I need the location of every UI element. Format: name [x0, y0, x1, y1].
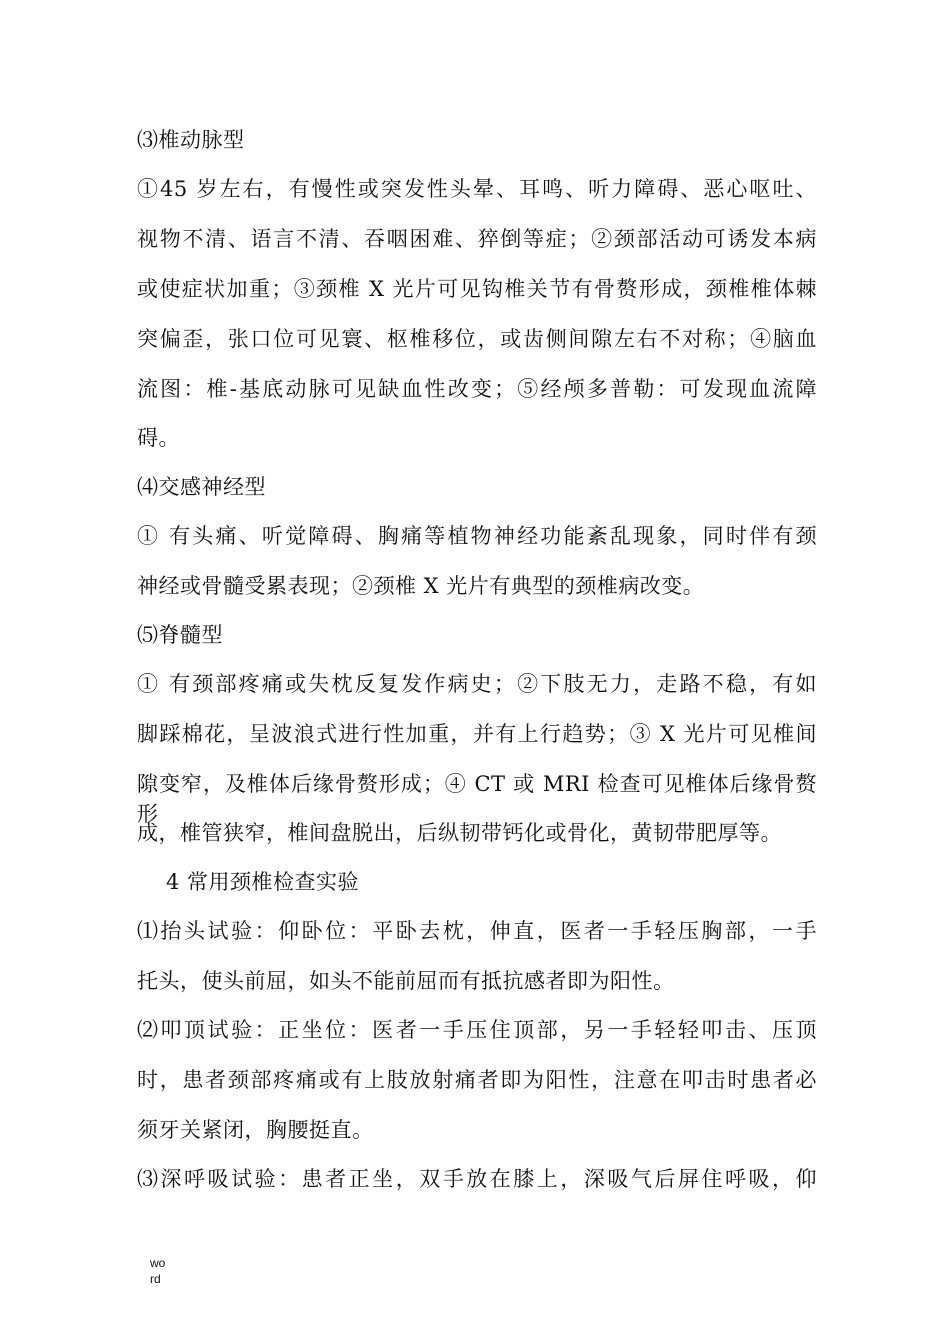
paragraph-line: ⑶深呼吸试验：患者正坐，双手放在膝上，深吸气后屏住呼吸，仰 — [137, 1167, 817, 1191]
paragraph-line: 脚踩棉花，呈波浪式进行性加重，并有上行趋势；③ X 光片可见椎间 — [137, 722, 817, 746]
paragraph-line: 碍。 — [137, 426, 180, 450]
paragraph-line: 隙变窄，及椎体后缘骨赘形成；④ CT 或 MRI 检查可见椎体后缘骨赘形 — [137, 772, 817, 826]
paragraph-line: ① 有颈部疼痛或失枕反复发作病史；②下肢无力，走路不稳，有如 — [137, 672, 817, 696]
paragraph-line: 时，患者颈部疼痛或有上肢放射痛者即为阳性，注意在叩击时患者必 — [137, 1068, 817, 1092]
paragraph-line: 神经或骨髓受累表现；②颈椎 X 光片有典型的颈椎病改变。 — [137, 574, 705, 598]
paragraph-line: 托头，使头前屈，如头不能前屈而有抵抗感者即为阳性。 — [137, 969, 675, 993]
paragraph-line: 须牙关紧闭，胸腰挺直。 — [137, 1118, 374, 1142]
heading-myelopathy-type: ⑸脊髓型 — [137, 623, 223, 647]
footer-label-line-1: wo — [150, 1256, 166, 1270]
paragraph-line: ①45 岁左右，有慢性或突发性头晕、耳鸣、听力障碍、恶心呕吐、 — [137, 177, 817, 201]
section-heading-cervical-tests: 4 常用颈椎检查实验 — [166, 870, 360, 894]
paragraph-line: 或使症状加重；③颈椎 X 光片可见钩椎关节有骨赘形成，颈椎椎体棘 — [137, 277, 817, 301]
paragraph-line: 流图：椎-基底动脉可见缺血性改变；⑤经颅多普勒：可发现血流障 — [137, 377, 817, 401]
heading-vertebral-artery-type: ⑶椎动脉型 — [137, 128, 245, 152]
heading-sympathetic-type: ⑷交感神经型 — [137, 475, 266, 499]
footer-label-line-2: rd — [150, 1272, 161, 1286]
paragraph-line: ⑵叩顶试验：正坐位：医者一手压住顶部，另一手轻轻叩击、压顶 — [137, 1018, 817, 1042]
paragraph-line: 视物不清、语言不清、吞咽困难、猝倒等症；②颈部活动可诱发本病 — [137, 227, 817, 251]
paragraph-line: ① 有头痛、听觉障碍、胸痛等植物神经功能紊乱现象，同时伴有颈 — [137, 524, 817, 548]
paragraph-line: ⑴抬头试验：仰卧位：平卧去枕，伸直，医者一手轻压胸部，一手 — [137, 919, 817, 943]
paragraph-line: 突偏歪，张口位可见寰、枢椎移位，或齿侧间隙左右不对称；④脑血 — [137, 327, 817, 351]
paragraph-line: 成，椎管狭窄，椎间盘脱出，后纵韧带钙化或骨化，黄韧带肥厚等。 — [137, 821, 782, 845]
